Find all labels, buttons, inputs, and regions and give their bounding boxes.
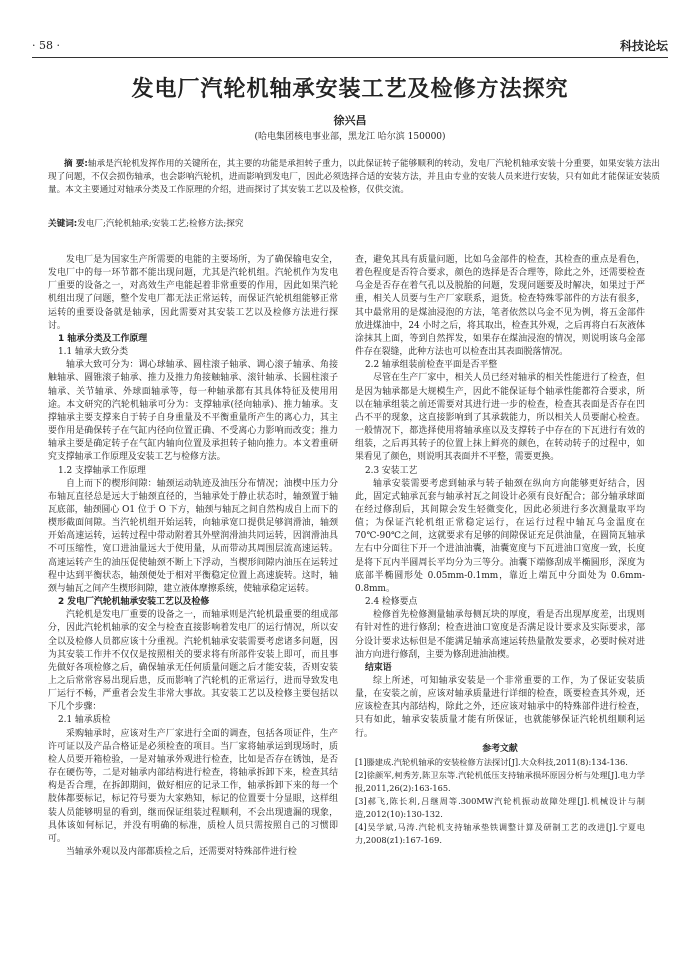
paragraph: 检修首先检修测量轴承每侧瓦块的厚度，看是否出现厚度差，出现则有针对性的进行修刮；检查进油口宽度是否满足设计要求及实际要求，部分设计要求达标但是不能满足轴承高速运转热量散发要求，必要时候对进油方向进行修刮，主要为修刮进油油楔。 (355, 610, 645, 660)
abstract (48, 158, 660, 197)
paragraph: 综上所述，可知轴承安装是一个非常重要的工作，为了保证安装质量，在安装之前，应该对轴承质量进行详细的检查，既要检查其外观，还应该检查其内部结构，除此之外，还应该对轴承中的特殊部件进行检查，只有如此，轴承安装质量才能有所保证，也就能够保证汽轮机组顺利运行。 (355, 676, 645, 739)
reference-item: [4]吴学斌,马涛.汽轮机支持轴承垫铁调整计算及研制工艺的改进[J].宁夏电力,2008(z1):167-169. (355, 821, 645, 845)
paragraph: 轴承安装需要考虑到轴承与转子轴颈在纵向方向能够更好结合，因此，固定式轴承瓦套与轴承衬瓦之间设计必须有良好配合；部分轴承球面在经过修刮后，其间隙会发生轻微变化，因此必须进行多次测量取平均值；为保证汽轮机组正常稳定运行，在运行过程中轴瓦乌金温度在 70℃-90℃之间，这就要求有足够的间隙保证充足供油量，在圆筒瓦轴承左右中分面往下开一个进油油囊，油囊宽度与下瓦进油口宽度一致，长度是将下瓦内半圆周长平均分为三等分。油囊下端修刮成半椭圆形，深度为底部半椭圆形处 0.05mm-0.1mm，靠近上端瓦中分面处为 0.6mm-0.8mm。 (355, 478, 645, 594)
keywords-text: 发电厂;汽轮机轴承;安装工艺;检修方法;探究 (77, 219, 244, 229)
left-column (48, 254, 338, 954)
paragraph: 查，避免其具有质量问题，比如乌金部件的检查，其检查的重点是看色，着色程度是否符合要求，颜色的选择是否合理等，除此之外，还需要检查乌金是否存在着气孔以及脱胎的问题，发现问题要及时解决，如果过于严重，相关人员要与生产厂家联系，退货。检查特殊零部件的方法有很多，其中最常用的是煤油浸泡的方法，笔者依然以乌金不见为例，将五金部件放进煤油中，24 小时之后，将其取出，检查其外观，之后再将白石灰液体涂抹其上面，等到自然挥发，如果存在煤油浸泡的情况，则说明该乌金部件存在裂缝，此种方法也可以检查出其表面脱落情况。 (355, 255, 645, 358)
paragraph: 尽管在生产厂家中，相关人员已经对轴承的相关性能进行了检查，但是因为轴承都是大规模生产，因此不能保证每个轴承性能都符合要求，所以在轴承组装之前还需要对其进行进一步的检查，检查其表面是否存在凹凸不平的现象，这直接影响到了其承载能力，所以相关人员要耐心检查。一般情况下，都选择使用将轴承座以及支撑转子中存在的下瓦进行有效的组装，之后再其转子的位置上抹上鲜亮的颜色，在转动转子的过程中，如果看见了颜色，则说明其表面并不平整，需要更换。 (355, 373, 645, 463)
affiliation: (哈电集团核电事业部，黑龙江 哈尔滨 150000) (254, 132, 446, 142)
author: 徐兴昌 (333, 114, 367, 127)
subheading: 2.3 安装工艺 (365, 465, 418, 476)
right-column (355, 254, 645, 954)
paragraph: 发电厂是为国家生产所需要的电能的主要场所，为了确保输电安全，发电厂中的每一环节都不能出现问题，尤其是汽轮机组。汽轮机作为发电厂重要的设备之一，对高效生产电能起着非常重要的作用，因此如果汽轮机组出现了问题，整个发电厂都无法正常运转，而保证汽轮机组能够正常运转的重要设备就是轴承，因此需要对其安装工艺以及检修方法进行探讨。 (48, 255, 338, 331)
section-heading: 结束语 (365, 662, 392, 673)
paragraph: 轴承大致可分为：调心球轴承、圆柱滚子轴承、调心滚子轴承、角接触轴承、圆锥滚子轴承、推力及推力角接触轴承、滚针轴承、长圆柱滚子轴承、关节轴承、外球面轴承等，每一种轴承都有其具体特征及使用用途。本文研究的汽轮机轴承可分为：支撑轴承(径向轴承)、推力轴承。支撑轴承主要支撑来自于转子自身重量及不平衡重量所产生的离心力，其主要作用是确保转子在气缸内径向位置正确、不受离心力影响而改变；推力轴承主要是确定转子在气缸内轴向位置及承担转子轴向推力。本文着重研究支撑轴承工作原理及安装工艺与检修方法。 (48, 360, 338, 463)
subheading: 2.4 检修要点 (365, 597, 418, 608)
abstract-text: 轴承是汽轮机发挥作用的关键所在，其主要的功能是承担转子重力，以此保证转子能够顺利的转动，发电厂汽轮机轴承安装十分重要，如果安装方法出现了问题，不仅会损伤轴承，也会影响汽轮机，进而影响到发电厂，因此必须选择合适的安装方法，并且由专业的安装人员来进行安装，只有如此才能保证安装质量。本文主要通过对轴承分类及工作原理的介绍，进而探讨了其安装工艺以及检修，仅供交流。 (48, 159, 660, 195)
subheading: 2.2 轴承组装前检查平面是否平整 (365, 360, 498, 371)
paragraph: 自上而下的楔形间隙：轴颈运动轨迹及油压分布情况；油楔中压力分布轴瓦直径总是远大于轴颈直径的，当轴承处于静止状态时，轴颈置于轴瓦底部，轴颈圆心 O1 位于 O 下方，轴颈与轴瓦之间自然构成自上而下的楔形截面间隙。当汽轮机组开始运转，向轴承宽口提供足够润滑油，轴颈开始高速运转，运转过程中带动附着其外壁润滑油共同运转，因润滑油具不可压缩性，宽口进油量远大于使用量，从而带动其周围层流高速运转。高速运转产生的油压促使轴颈不断上下浮动，当楔形间隙内油压在运转过程中达到平衡状态，轴颈便处于相对平衡稳定位置上高速旋转。这时，轴颈与轴瓦之间产生楔形间隙，建立液体摩擦系统，使轴承稳定运转。 (48, 478, 338, 594)
section-heading: 2 发电厂汽轮机轴承安装工艺以及检修 (58, 597, 210, 608)
references-title: 参考文献 (482, 743, 518, 754)
reference-item: [1]滕建成.汽轮机轴承的安装检修方法探讨[J].大众科技,2011(8):134-136. (355, 756, 628, 767)
section-heading: 1 轴承分类及工作原理 (58, 333, 148, 344)
paragraph: 采购轴承时，应该对生产厂家进行全面的调查，包括各项证件，生产许可证以及产品合格证是必须检查的项目。当厂家将轴承运到现场时，质检人员要开箱检验，一是对轴承外观进行检查，比如是否存在锈蚀，是否存在硬伤等，二是对轴承内部结构进行检查，将轴承拆卸下来，检查其结构是否合理，在拆卸期间，做好相应的记录工作，轴承拆卸下来的每一个肢体都要标记，标记符号要为大家熟知，标记的位置要十分显眼，这样组装人员能够明显的看到，继而保证组装过程顺利，不会出现遗漏的现象，具体该如何标记，并没有明确的标准，质检人员只需按照自己的习惯即可。 (48, 728, 338, 844)
keywords-label: 关键词: (48, 219, 78, 229)
page-header (32, 35, 668, 58)
subheading: 2.1 轴承质检 (58, 715, 111, 726)
subheading: 1.1 轴承大致分类 (58, 347, 129, 358)
paragraph: 汽轮机是发电厂重要的设备之一，而轴承则是汽轮机最重要的组成部分，因此汽轮机轴承的安全与检查直接影响着发电厂的运行情况，所以安全以及检修人员都应该十分重视。汽轮机轴承安装需要考虑诸多问题，因为其安装工作并不仅仅是按照相关的要求将有所部件安装上即可，而且事先做好各项检修之后，确保轴承无任何质量问题之后才能安装，否则安装上之后常常容易出现后患，反而影响了汽轮机的正常运行，进而导致发电厂运行不畅，严重者会发生非常大事故。其安装工艺以及检修主要包括以下几个步骤： (48, 610, 338, 713)
section-label: 科技论坛 (619, 39, 668, 53)
subheading: 1.2 支撑轴承工作原理 (58, 465, 146, 476)
paragraph: 当轴承外观以及内部都质检之后，还需要对特殊部件进行检 (66, 847, 297, 858)
reference-item: [2]徐颜军,柯秀芳,陈卫东等.汽轮机低压支持轴承损坏原因分析与处理[J].电力学报,2011,26(2):163-165. (355, 769, 645, 793)
paper-title: 发电厂汽轮机轴承安装工艺及检修方法探究 (131, 76, 569, 102)
page-number: · 58 · (32, 39, 60, 52)
abstract-label: 摘 要: (64, 159, 88, 169)
reference-item: [3]郝飞,陈长利,吕继周等.300MW汽轮机振动故障处理[J].机械设计与制造,2012(10):130-132. (355, 795, 645, 819)
keywords (48, 218, 660, 231)
